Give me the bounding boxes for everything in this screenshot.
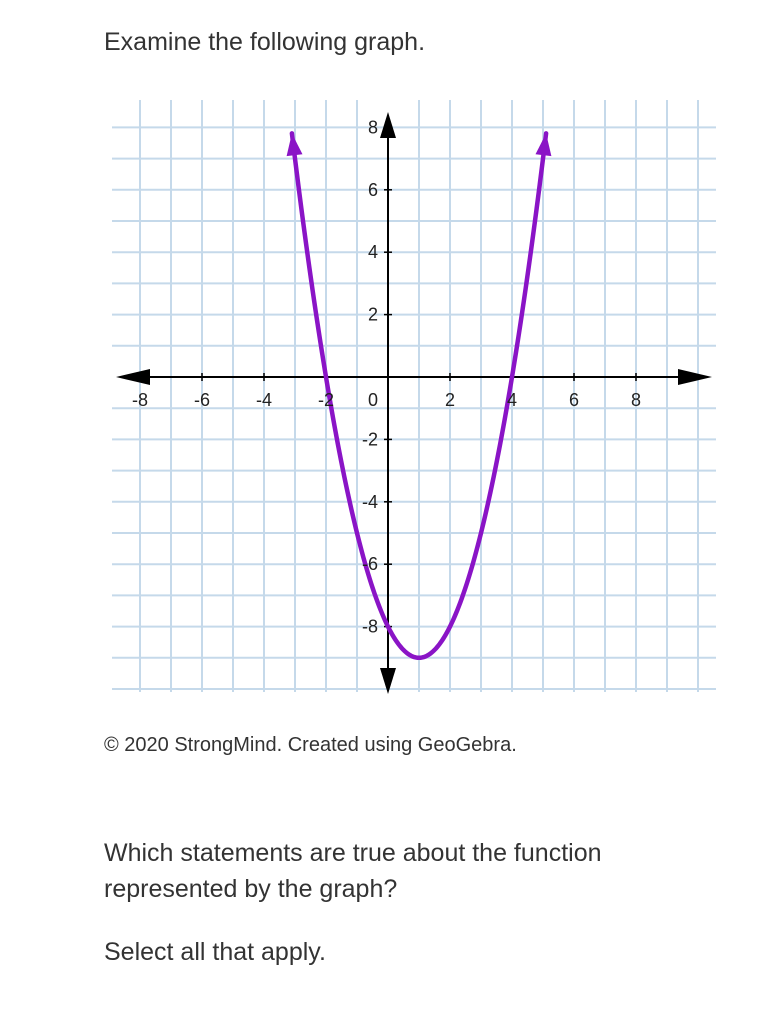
x-tick-label: 4 bbox=[506, 390, 518, 410]
instruction-text: Select all that apply. bbox=[104, 938, 326, 966]
x-tick-label: 6 bbox=[568, 390, 580, 410]
graph-credit: © 2020 StrongMind. Created using GeoGebra. bbox=[104, 734, 517, 756]
x-tick-label: 2 bbox=[444, 390, 456, 410]
x-tick-label: -4 bbox=[255, 390, 273, 410]
x-tick-label: -2 bbox=[317, 390, 335, 410]
y-tick-label: -6 bbox=[361, 554, 378, 575]
y-axis-arrow-up bbox=[380, 112, 396, 138]
intro-text: Examine the following graph. bbox=[104, 28, 426, 56]
y-tick-label: 4 bbox=[367, 242, 378, 263]
y-axis-arrow-down bbox=[380, 668, 396, 694]
y-tick-label: -4 bbox=[361, 491, 378, 512]
y-tick-label: 6 bbox=[367, 179, 378, 200]
question-text: Which statements are true about the function represented by the graph? bbox=[104, 839, 602, 903]
origin-label: 0 bbox=[367, 390, 378, 410]
y-tick-label: 8 bbox=[367, 117, 378, 138]
y-tick-label: -8 bbox=[361, 616, 378, 637]
x-tick-label: -6 bbox=[193, 390, 211, 410]
y-tick-label: -2 bbox=[361, 429, 378, 450]
x-axis-arrow-right bbox=[678, 369, 712, 385]
x-tick-label: 8 bbox=[630, 390, 642, 410]
x-axis-arrow-left bbox=[116, 369, 150, 385]
y-tick-label: 2 bbox=[367, 304, 378, 325]
x-tick-label: -8 bbox=[131, 390, 149, 410]
